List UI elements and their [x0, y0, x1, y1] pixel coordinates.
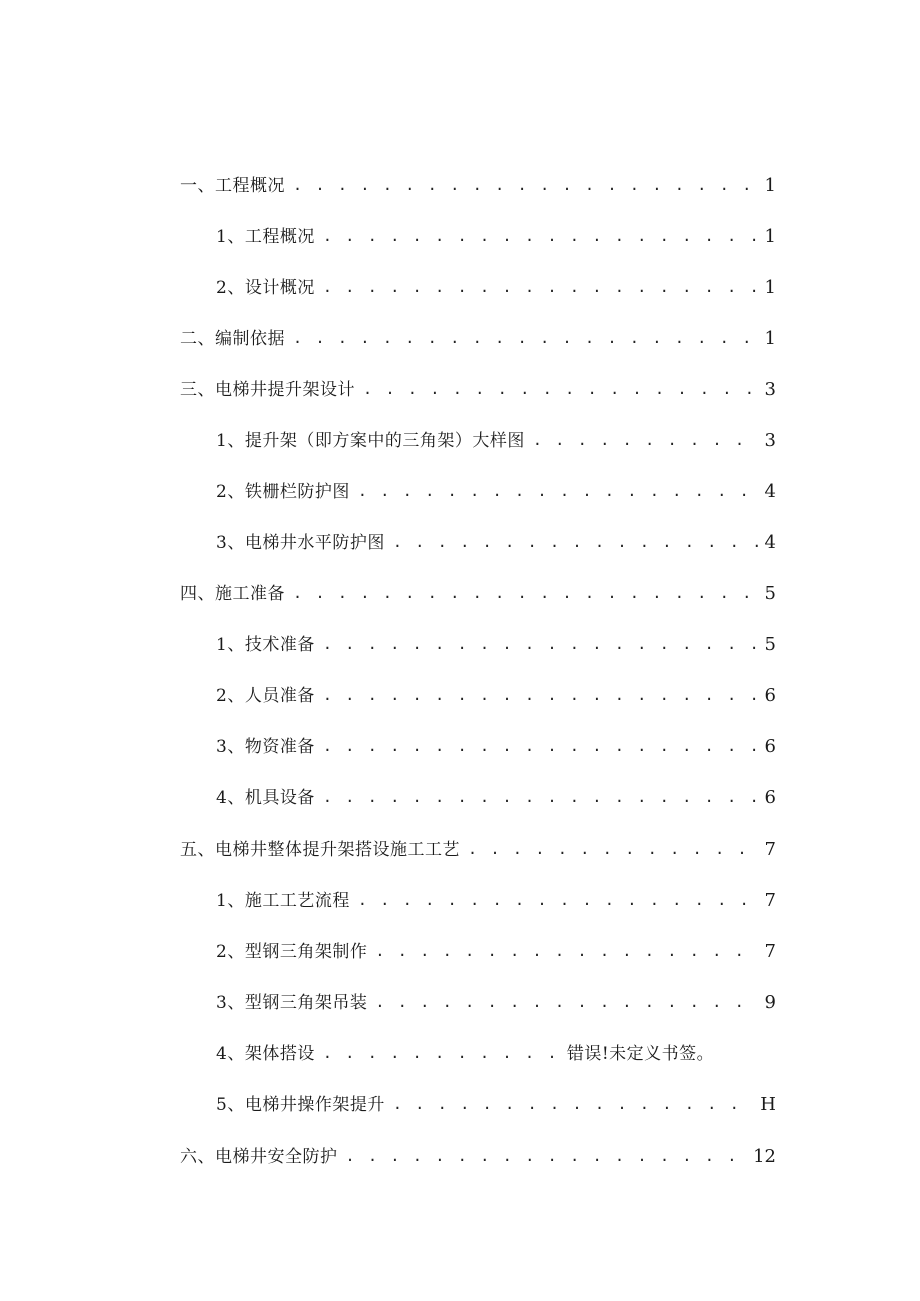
toc-entry-title: 3、型钢三角架吊装 [216, 993, 368, 1013]
toc-entry-title: 六、电梯井安全防护 [180, 1147, 338, 1167]
toc-page-number: 1 [764, 226, 776, 247]
toc-page-number: 1 [764, 328, 776, 349]
toc-dot-leader [323, 1038, 563, 1068]
toc-page-number: 错误!未定义书签。 [566, 1044, 715, 1064]
toc-entry[interactable] [216, 273, 776, 303]
toc-dot-leader [293, 170, 759, 200]
toc-entry-title: 2、人员准备 [216, 686, 315, 706]
toc-entry-title: 5、电梯井操作架提升 [216, 1095, 385, 1115]
toc-entry-title: 1、技术准备 [216, 635, 315, 655]
toc-dot-leader [393, 527, 759, 557]
toc-page-number: 1 [764, 277, 776, 298]
toc-entry[interactable] [216, 630, 776, 660]
toc-entry[interactable] [216, 988, 776, 1018]
toc-entry[interactable] [180, 375, 776, 405]
toc-entry-title: 1、提升架（即方案中的三角架）大样图 [216, 431, 525, 451]
toc-dot-leader [533, 425, 759, 455]
toc-page-number: H [760, 1094, 776, 1115]
toc-entry[interactable] [180, 835, 776, 865]
toc-page-number: 4 [764, 481, 776, 502]
toc-entry-title: 3、电梯井水平防护图 [216, 533, 385, 553]
toc-entry-title: 2、铁栅栏防护图 [216, 482, 350, 502]
toc-page-number: 3 [764, 379, 776, 400]
toc-entry-title: 五、电梯井整体提升架搭设施工工艺 [180, 840, 460, 860]
toc-entry[interactable] [180, 171, 776, 201]
toc-entry[interactable] [216, 937, 776, 967]
toc-entry-title: 3、物资准备 [216, 737, 315, 757]
toc-dot-leader [323, 272, 759, 302]
toc-dot-leader [358, 476, 759, 506]
toc-entry[interactable] [216, 783, 776, 813]
toc-dot-leader [323, 629, 759, 659]
toc-dot-leader [323, 680, 759, 710]
toc-entry-title: 2、型钢三角架制作 [216, 942, 368, 962]
toc-page-number: 5 [764, 634, 776, 655]
toc-entry[interactable] [216, 886, 776, 916]
toc-page-number: 3 [764, 430, 776, 451]
toc-dot-leader [393, 1089, 754, 1119]
toc-dot-leader [323, 782, 759, 812]
toc-dot-leader [468, 834, 759, 864]
toc-entry[interactable] [216, 222, 776, 252]
toc-dot-leader [375, 987, 758, 1017]
toc-entry-title: 三、电梯井提升架设计 [180, 380, 355, 400]
toc-dot-leader [346, 1141, 748, 1171]
toc-dot-leader [323, 221, 759, 251]
toc-entry[interactable] [216, 1090, 776, 1120]
toc-page-number: 6 [764, 685, 776, 706]
toc-entry-title: 2、设计概况 [216, 278, 315, 298]
toc-page-number: 6 [764, 736, 776, 757]
toc-entry-title: 1、施工工艺流程 [216, 891, 350, 911]
toc-dot-leader [358, 885, 759, 915]
toc-entry[interactable] [216, 1039, 776, 1069]
toc-page-number: 12 [753, 1146, 776, 1167]
toc-entry[interactable] [216, 681, 776, 711]
toc-entry[interactable] [216, 732, 776, 762]
toc-entry[interactable] [216, 477, 776, 507]
toc-dot-leader [323, 731, 759, 761]
toc-page-number: 7 [764, 839, 776, 860]
toc-entry-title: 二、编制依据 [180, 329, 285, 349]
toc-entry[interactable] [180, 1142, 776, 1172]
toc-dot-leader [293, 578, 759, 608]
toc-entry[interactable] [216, 426, 776, 456]
toc-entry[interactable] [180, 324, 776, 354]
toc-page-number: 4 [764, 532, 776, 553]
toc-page-number: 9 [764, 992, 776, 1013]
toc-page-number: 7 [764, 890, 776, 911]
toc-dot-leader [375, 936, 758, 966]
toc-entry-title: 4、架体搭设 [216, 1044, 315, 1064]
toc-entry-title: 一、工程概况 [180, 176, 285, 196]
toc-dot-leader [363, 374, 759, 404]
toc-entry[interactable] [216, 528, 776, 558]
toc-entry[interactable] [180, 579, 776, 609]
toc-entry-title: 4、机具设备 [216, 788, 315, 808]
toc-entry-title: 四、施工准备 [180, 584, 285, 604]
toc-page-number: 6 [764, 787, 776, 808]
toc-page-number: 7 [764, 941, 776, 962]
toc-page-number: 1 [764, 175, 776, 196]
toc-dot-leader [293, 323, 759, 353]
toc-page-number: 5 [764, 583, 776, 604]
toc-entry-title: 1、工程概况 [216, 227, 315, 247]
